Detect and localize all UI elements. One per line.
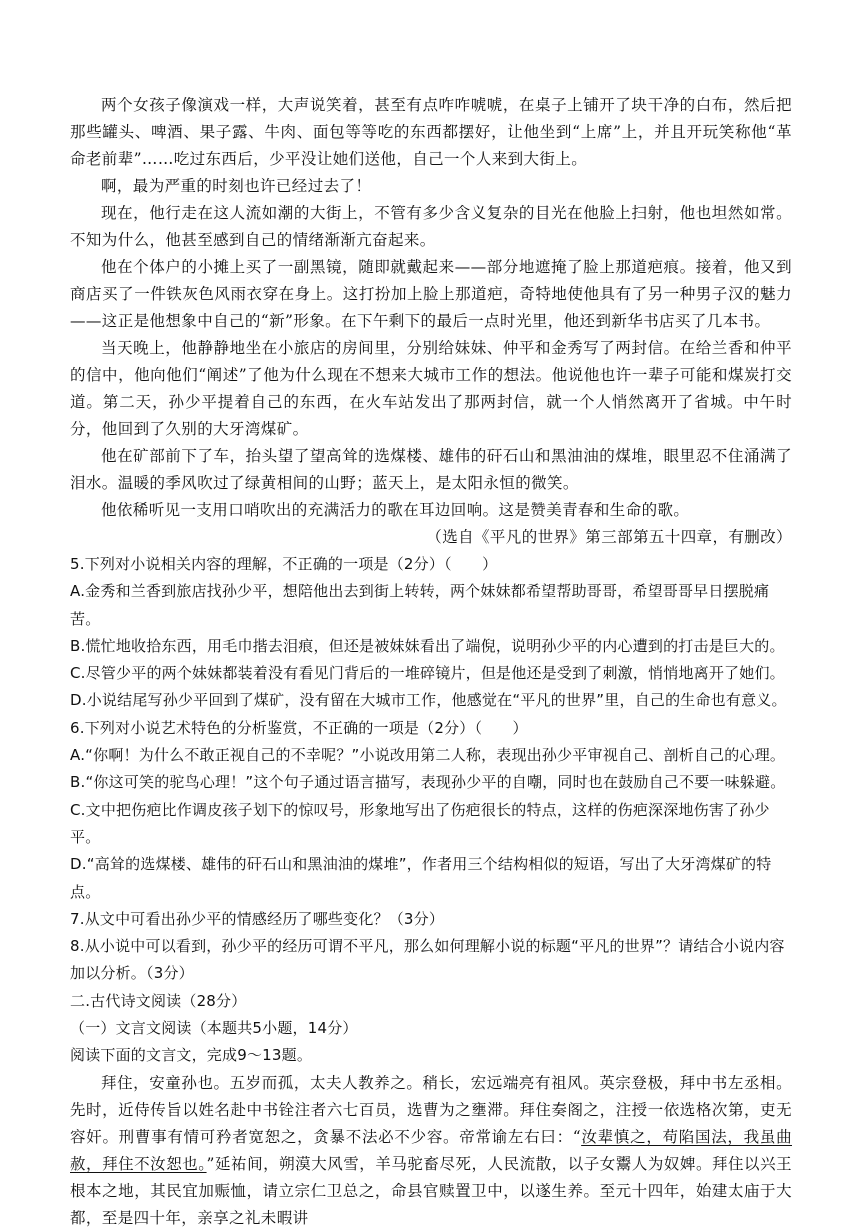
story-paragraph: 他在个体户的小摊上买了一副黑镜，随即就戴起来——部分地遮掩了脸上那道疤痕。接着，他又到商店买了一件铁灰色风雨衣穿在身上。这打扮加上脸上那道疤，奇特地使他具有了另一种男子汉的魅力——这正是他想象中自己的“新”形象。在下午剩下的最后一点时光里，他还到新华书店买了几本书。 — [70, 258, 792, 330]
question-line: 5.下列对小说相关内容的理解，不正确的一项是（2分）（ ） — [70, 555, 498, 573]
question-line: C.尽管少平的两个妹妹都装着没有看见门背后的一堆碎镜片，但是他还是受到了刺激，悄悄地离开了她们。 — [70, 664, 785, 683]
question-line: （一）文言文阅读（本题共5小题，14分） — [70, 1019, 358, 1038]
page-content — [70, 92, 792, 1232]
question-line: 阅读下面的文言文，完成9～13题。 — [70, 1046, 313, 1065]
question-line: B.慌忙地收拾东西，用毛巾揩去泪痕，但还是被妹妹看出了端倪，说明孙少平的内心遭到的打击是巨大的。 — [70, 636, 785, 655]
question-line: A.“你啊！为什么不敢正视自己的不幸呢？”小说改用第二人称，表现出孙少平审视自己、剖析自己的心理。 — [70, 746, 786, 765]
question-line: D.“高耸的选煤楼、雄伟的矸石山和黑油油的煤堆”，作者用三个结构相似的短语，写出了大牙湾煤矿的特点。 — [70, 855, 772, 901]
classical-text-2: ”延祐间，朔漠大风雪，羊马驼畜尽死，人民流散，以子女鬻人为奴婢。拜住以兴王根本之地，其民宜加赈恤，请立宗仁卫总之，命县官赎置卫中，以遂生养。至元十四年，始建太庙于大都，至是四十年，亲享之礼未暇讲 — [70, 1154, 792, 1227]
question-line: D.小说结尾写孙少平回到了煤矿，没有留在大城市工作，他感觉在“平凡的世界”里，自己的生命也有意义。 — [70, 691, 787, 710]
story-paragraph: 他依稀听见一支用口哨吹出的充满活力的歌在耳边回响。这是赞美青春和生命的歌。 — [101, 501, 690, 519]
classical-passage — [70, 1070, 792, 1232]
question-list — [70, 551, 792, 1070]
classical-text-1: 拜住，安童孙也。五岁而孤，太夫人教养之。稍长，宏远端亮有祖风。英宗登极，拜中书左丞相。先时，近侍传旨以姓名赴中书铨注者六七百员，选曹为之壅滞。拜住奏阁之，注授一依选格次第，吏无容奸。刑曹事有情可矜者宽恕之，贪暴不法必不少容。帝常谕左右曰：“ — [70, 1073, 792, 1146]
story-paragraph: 啊，最为严重的时刻也许已经过去了！ — [101, 177, 372, 195]
story-excerpt — [70, 92, 792, 524]
question-line: C.文中把伤疤比作调皮孩子划下的惊叹号，形象地写出了伤疤很长的特点，这样的伤疤深深地伤害了孙少平。 — [70, 800, 770, 846]
question-line: 7.从文中可看出孙少平的情感经历了哪些变化？（3分） — [70, 909, 445, 928]
story-paragraph: 他在矿部前下了车，抬头望了望高耸的选煤楼、雄伟的矸石山和黑油油的煤堆，眼里忍不住涌满了泪水。温暖的季风吹过了绿黄相间的山野；蓝天上，是太阳永恒的微笑。 — [70, 447, 792, 492]
question-line: 二.古代诗文阅读（28分） — [70, 991, 247, 1010]
story-source: （选自《平凡的世界》第三部第五十四章，有删改） — [426, 528, 792, 546]
question-line: A.金秀和兰香到旅店找孙少平，想陪他出去到街上转转，两个妹妹都希望帮助哥哥，希望哥哥早日摆脱痛苦。 — [70, 582, 770, 628]
question-line: 6.下列对小说艺术特色的分析鉴赏，不正确的一项是（2分）（ ） — [70, 718, 528, 737]
story-paragraph: 现在，他行走在这人流如潮的大街上，不管有多少含义复杂的目光在他脸上扫射，他也坦然如常。不知为什么，他甚至感到自己的情绪渐渐亢奋起来。 — [70, 204, 792, 249]
story-paragraph: 当天晚上，他静静地坐在小旅店的房间里，分别给妹妹、仲平和金秀写了两封信。在给兰香和仲平的信中，他向他们“阐述”了他为什么现在不想来大城市工作的想法。他说他也许一辈子可能和煤炭打交道。第二天，孙少平提着自己的东西，在火车站发出了那两封信，就一个人悄然离开了省城。中午时分，他回到了久别的大牙湾煤矿。 — [70, 339, 792, 438]
classical-underlined-sentence: 汝辈慎之，苟陷国法，我虽曲赦，拜住不汝恕也。 — [70, 1127, 792, 1173]
story-paragraph: 两个女孩子像演戏一样，大声说笑着，甚至有点咋咋唬唬，在桌子上铺开了块干净的白布，然后把那些罐头、啤酒、果子露、牛肉、面包等等吃的东西都摆好，让他坐到“上席”上，并且开玩笑称他“革命老前辈”……吃过东西后，少平没让她们送他，自己一个人来到大街上。 — [70, 96, 792, 168]
question-line: B.“你这可笑的驼鸟心理！”这个句子通过语言描写，表现孙少平的自嘲，同时也在鼓励自己不要一味躲避。 — [70, 773, 786, 792]
question-line: 8.从小说中可以看到，孙少平的经历可谓不平凡，那么如何理解小说的标题“平凡的世界”？请结合小说内容加以分析。（3分） — [70, 937, 785, 983]
